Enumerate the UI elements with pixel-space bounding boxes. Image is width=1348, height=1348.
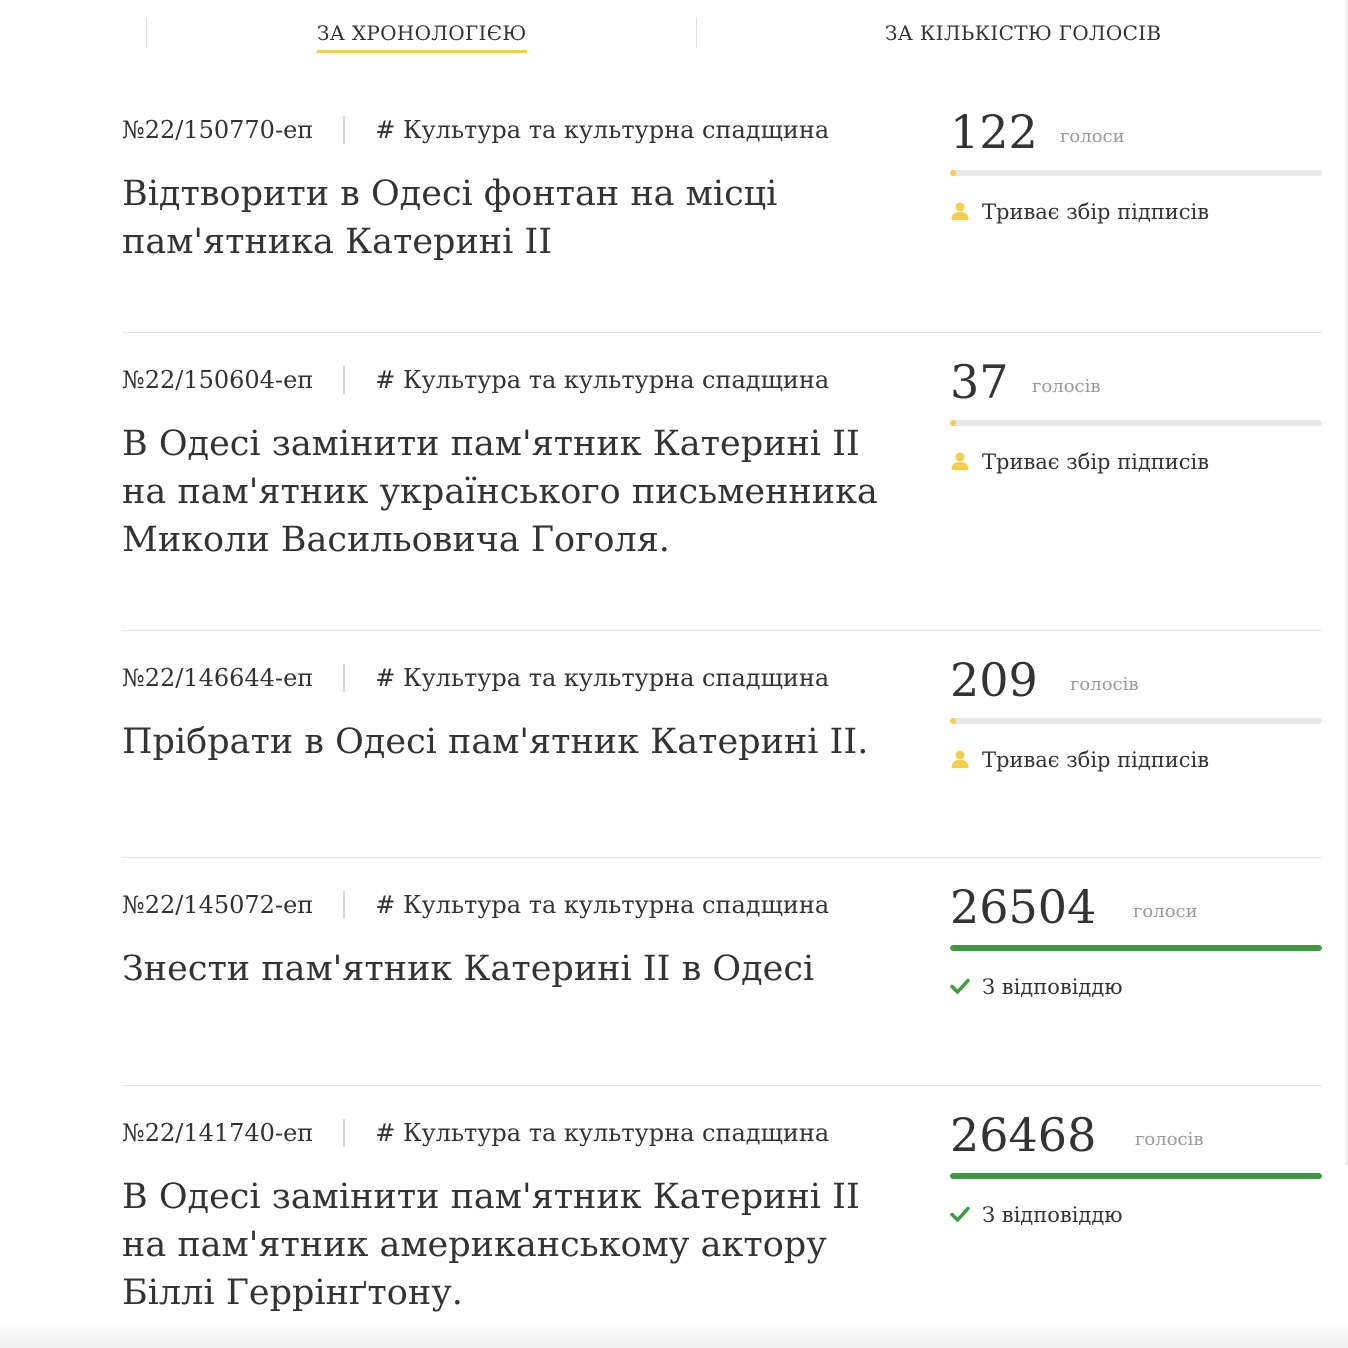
vote-progress-fill bbox=[950, 945, 1322, 951]
petition-status bbox=[950, 1203, 1123, 1227]
petition-meta bbox=[122, 114, 829, 144]
person-icon bbox=[950, 201, 970, 221]
sort-tabs bbox=[0, 0, 1348, 70]
vote-count-label: голосів bbox=[1135, 1129, 1204, 1150]
vote-count-label: голосів bbox=[1070, 674, 1139, 695]
vote-progress-fill bbox=[950, 1173, 1322, 1179]
tab-divider bbox=[696, 18, 697, 48]
vote-progress-bar bbox=[950, 945, 1322, 951]
petition-meta bbox=[122, 364, 829, 394]
vote-count-label: голоси bbox=[1133, 901, 1198, 922]
petition-category-tag[interactable]: # Культура та культурна спадщина bbox=[375, 1118, 830, 1147]
vote-progress-fill bbox=[950, 170, 956, 176]
petition-status-text: З відповіддю bbox=[982, 1203, 1123, 1227]
petition-number: №22/146644-еп bbox=[122, 663, 314, 692]
vote-count-label: голоси bbox=[1060, 126, 1125, 147]
petition-category-tag[interactable]: # Культура та культурна спадщина bbox=[375, 890, 830, 919]
vote-progress-fill bbox=[950, 420, 956, 426]
tab-chronology[interactable]: ЗА ХРОНОЛОГІЄЮ bbox=[317, 18, 527, 53]
petition-status bbox=[950, 200, 1209, 224]
petition-number: №22/141740-еп bbox=[122, 1118, 314, 1147]
petition-status-text: Триває збір підписів bbox=[982, 200, 1210, 224]
petition-number: №22/145072-еп bbox=[122, 890, 314, 919]
bottom-scroll-fade bbox=[0, 1322, 1348, 1348]
petition-separator bbox=[122, 857, 1322, 858]
petition-status-text: Триває збір підписів bbox=[982, 450, 1210, 474]
meta-divider bbox=[343, 366, 345, 394]
petition-separator bbox=[122, 332, 1322, 333]
petition-title[interactable]: Знести пам'ятник Катерині II в Одесі bbox=[122, 949, 815, 989]
petition-meta bbox=[122, 1117, 829, 1147]
meta-divider bbox=[343, 1119, 345, 1147]
petition-title[interactable]: Прібрати в Одесі пам'ятник Катерині ІІ. bbox=[122, 722, 869, 762]
vote-count: 26468 bbox=[950, 1108, 1097, 1162]
petition-meta bbox=[122, 889, 829, 919]
petition-title[interactable]: В Одесі замінити пам'ятник Катерині II на пам'ятник українського письменника Миколи Васильовича Гоголя. bbox=[122, 424, 878, 560]
petition-title[interactable]: Відтворити в Одесі фонтан на місці пам'ятника Катерині ІІ bbox=[122, 174, 778, 262]
meta-divider bbox=[343, 664, 345, 692]
petition-status-text: З відповіддю bbox=[982, 975, 1123, 999]
vote-progress-bar bbox=[950, 718, 1322, 724]
tab-divider bbox=[146, 18, 147, 48]
vote-count: 37 bbox=[950, 355, 1009, 409]
petition-number: №22/150604-еп bbox=[122, 365, 314, 394]
vote-progress-bar bbox=[950, 420, 1322, 426]
petition-separator bbox=[122, 1085, 1322, 1086]
petition-number: №22/150770-еп bbox=[122, 115, 314, 144]
vote-count: 26504 bbox=[950, 880, 1097, 934]
tab-by-votes[interactable]: ЗА КІЛЬКІСТЮ ГОЛОСІВ bbox=[885, 21, 1162, 45]
petition-meta bbox=[122, 662, 829, 692]
vote-progress-bar bbox=[950, 1173, 1322, 1179]
person-icon bbox=[950, 451, 970, 471]
meta-divider bbox=[343, 116, 345, 144]
check-icon bbox=[950, 1204, 970, 1224]
petition-status bbox=[950, 748, 1209, 772]
check-icon bbox=[950, 976, 970, 996]
meta-divider bbox=[343, 891, 345, 919]
vote-progress-fill bbox=[950, 718, 956, 724]
vote-progress-bar bbox=[950, 170, 1322, 176]
vote-count: 209 bbox=[950, 653, 1038, 707]
petition-category-tag[interactable]: # Культура та культурна спадщина bbox=[375, 663, 830, 692]
petition-category-tag[interactable]: # Культура та культурна спадщина bbox=[375, 365, 830, 394]
petition-title[interactable]: В Одесі замінити пам'ятник Катерині II на пам'ятник американському актору Біллі Геррінґтону. bbox=[122, 1177, 860, 1313]
vote-count: 122 bbox=[950, 105, 1038, 159]
petition-category-tag[interactable]: # Культура та культурна спадщина bbox=[375, 115, 830, 144]
person-icon bbox=[950, 749, 970, 769]
petition-separator bbox=[122, 630, 1322, 631]
petition-status-text: Триває збір підписів bbox=[982, 748, 1210, 772]
petition-status bbox=[950, 975, 1123, 999]
petition-status bbox=[950, 450, 1209, 474]
vote-count-label: голосів bbox=[1032, 376, 1101, 397]
